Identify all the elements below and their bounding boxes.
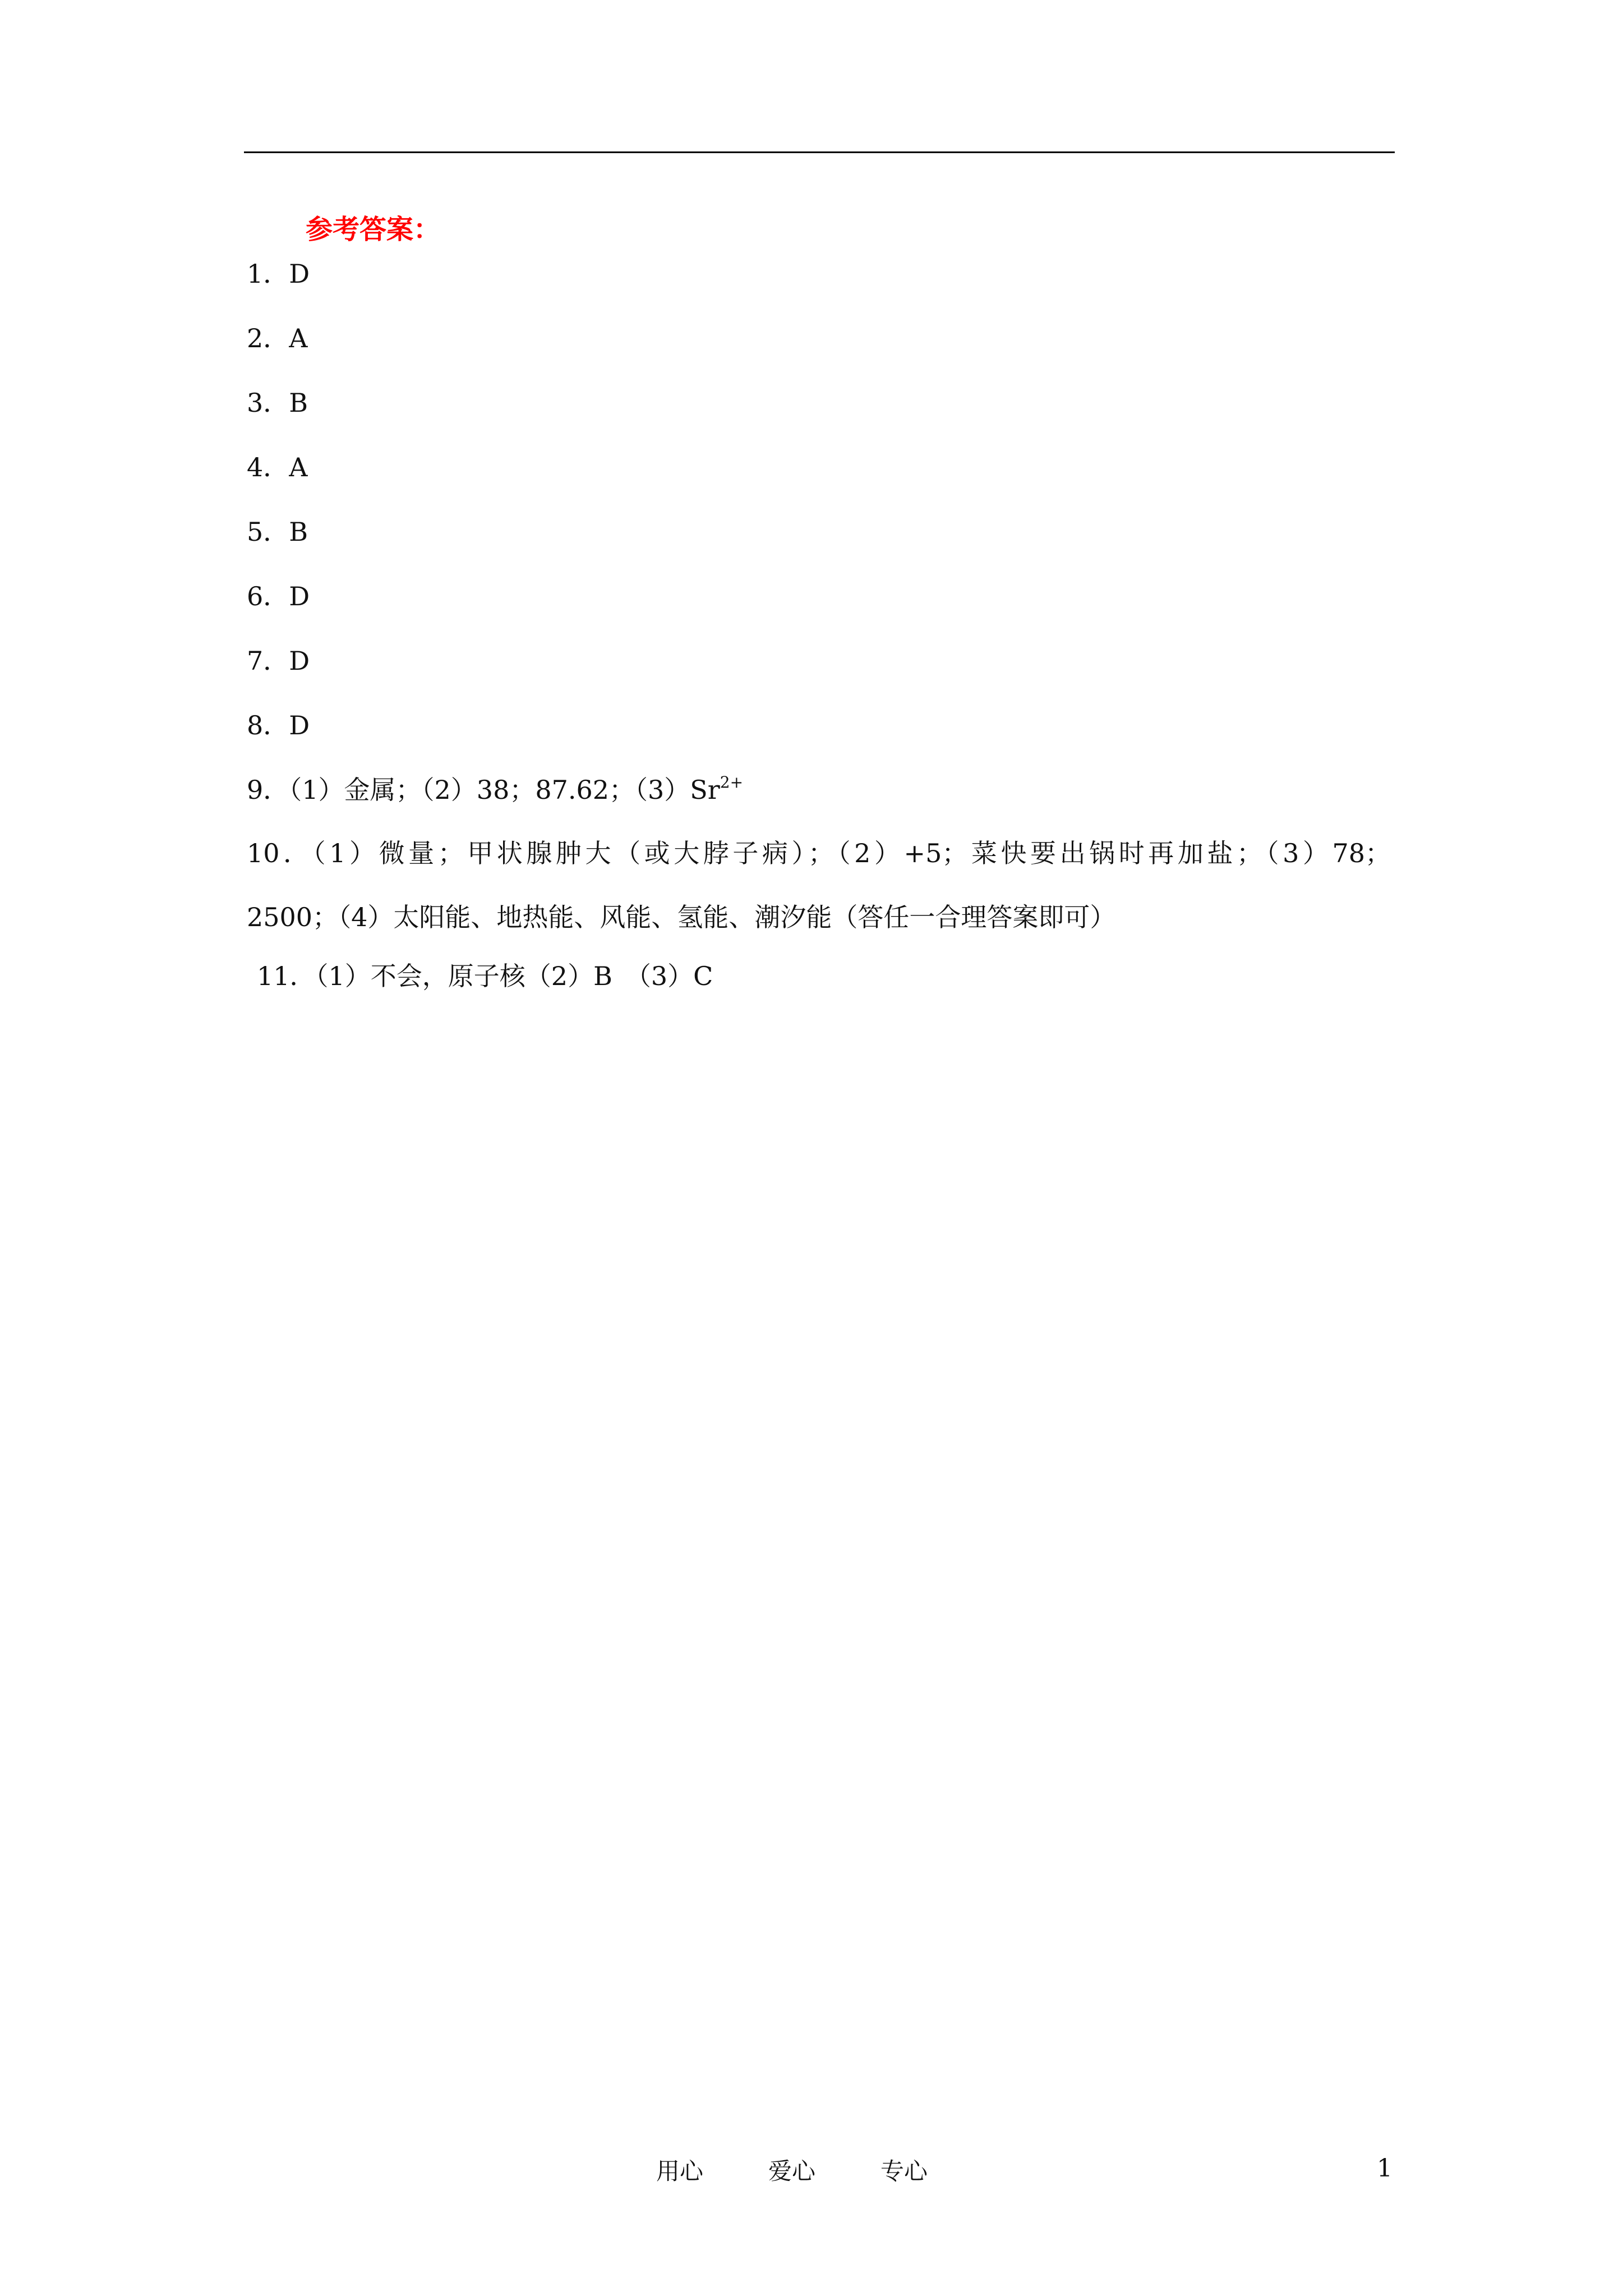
answer-7: 7．D xyxy=(247,646,310,676)
answer-10-line-2: 2500；（4）太阳能、地热能、风能、氢能、潮汐能（答任一合理答案即可） xyxy=(247,902,1116,932)
answer-9 xyxy=(247,773,744,805)
answer-10-line-1: 10．（1）微量；甲状腺肿大（或大脖子病）；（2）+5；菜快要出锅时再加盐；（3）78； xyxy=(247,838,1391,868)
answer-9-text: 9．（1）金属；（2）38；87.62；（3）Sr xyxy=(247,775,720,805)
answer-3: 3．B xyxy=(247,388,308,418)
header-rule xyxy=(244,151,1395,153)
footer-motto xyxy=(656,2153,928,2187)
answer-11: 11．（1）不会，原子核（2）B （3）C xyxy=(257,961,713,991)
answer-1: 1．D xyxy=(247,259,310,289)
answer-2: 2．A xyxy=(247,323,308,353)
page-number: 1 xyxy=(1377,2154,1393,2183)
answer-8: 8．D xyxy=(247,710,310,740)
footer-motto-1: 用心 xyxy=(656,2157,704,2185)
footer-motto-2: 爱心 xyxy=(768,2157,816,2185)
answers-heading: 参考答案： xyxy=(306,214,441,245)
answer-9-superscript: 2+ xyxy=(720,773,744,792)
answer-4: 4．A xyxy=(247,452,308,482)
answer-5: 5．B xyxy=(247,517,308,547)
answer-6: 6．D xyxy=(247,581,310,611)
footer-motto-3: 专心 xyxy=(880,2157,928,2185)
